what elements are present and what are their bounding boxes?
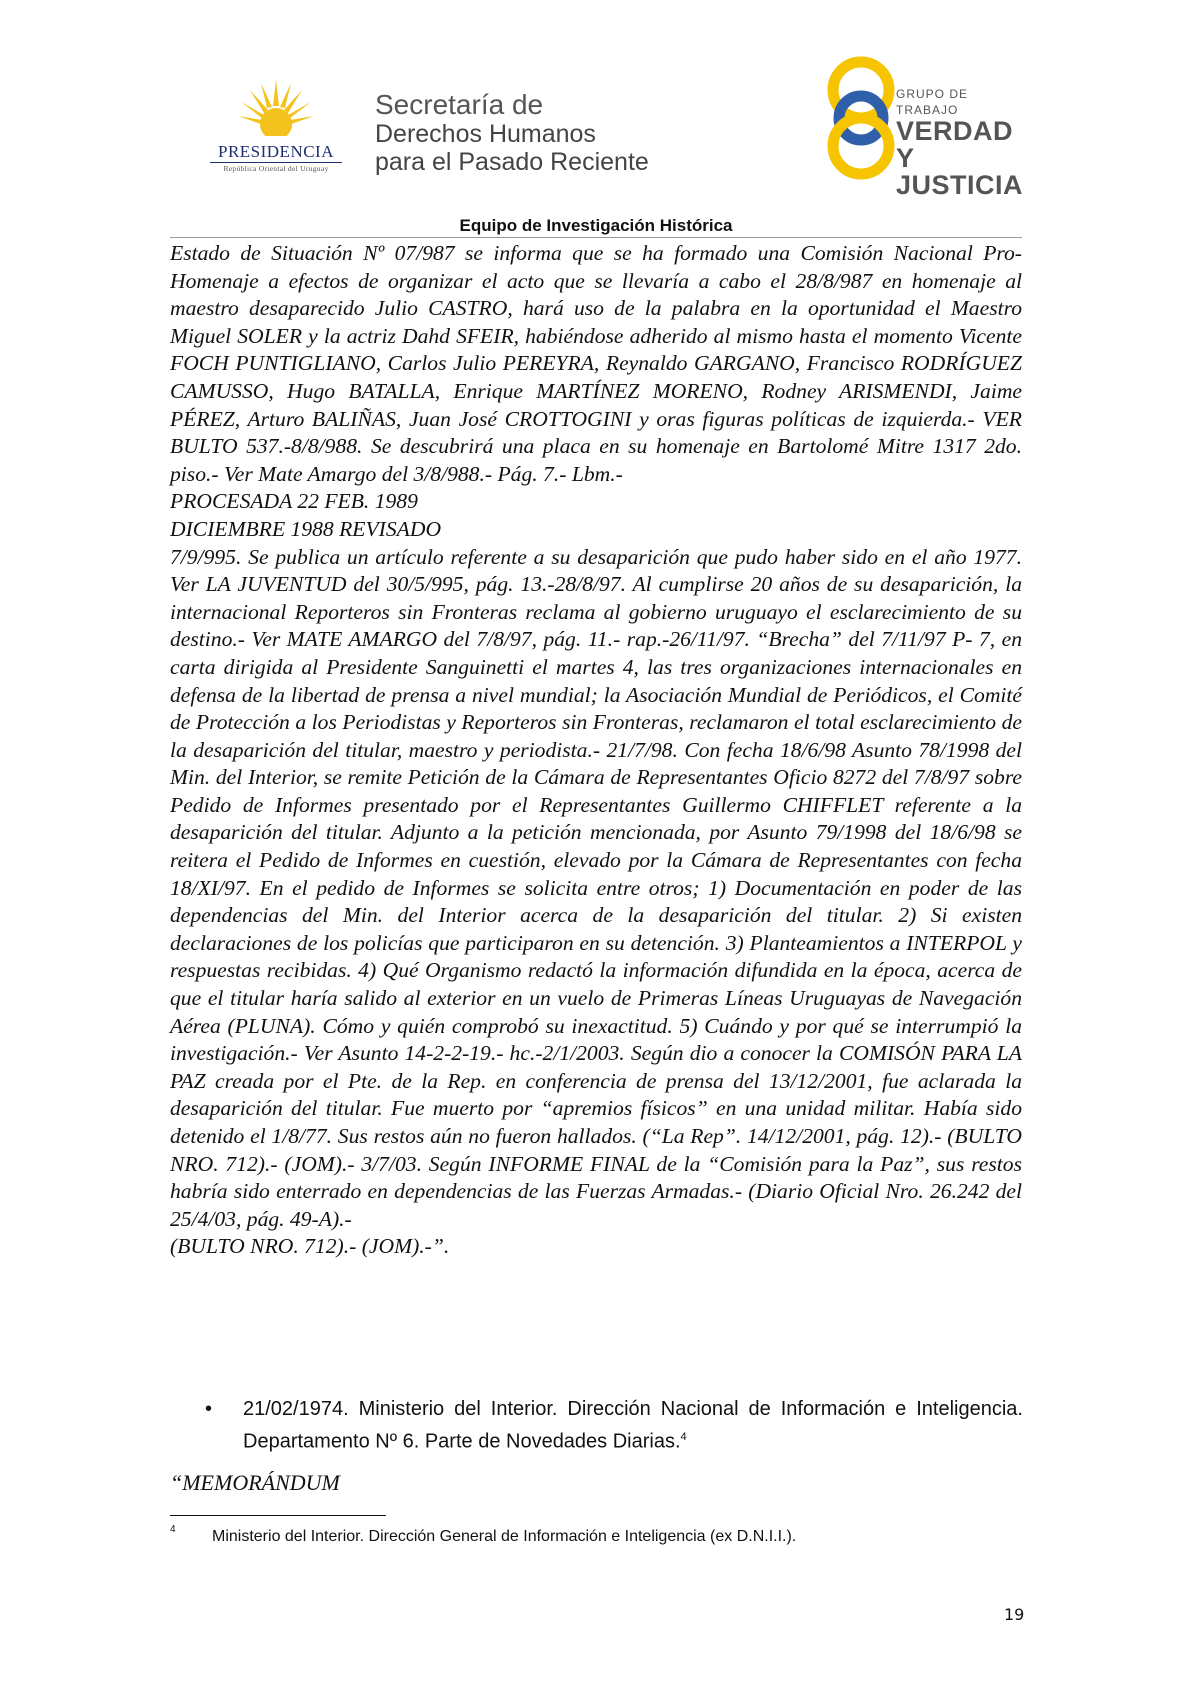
presidencia-logo — [196, 78, 356, 178]
footnote-rule — [170, 1515, 386, 1516]
header-rule — [170, 237, 1022, 238]
presidencia-name: PRESIDENCIA — [217, 142, 334, 161]
body-text — [170, 240, 1022, 1261]
gtvj-line1: VERDAD Y — [896, 116, 1014, 173]
paragraph-3: DICIEMBRE 1988 REVISADO — [170, 516, 442, 541]
secretaria-title — [375, 90, 649, 176]
bullet-text — [243, 1395, 1023, 1456]
secretaria-line3: para el Pasado Reciente — [375, 148, 649, 176]
bullet-symbol: • — [205, 1398, 213, 1420]
footnote-text: Ministerio del Interior. Dirección General de Información e Inteligencia (ex D.N.I.I.). — [212, 1528, 797, 1545]
section-title: Equipo de Investigación Histórica — [459, 216, 733, 235]
rings-icon — [820, 56, 902, 180]
gtvj-line2: JUSTICIA — [896, 170, 1024, 200]
page-number: 19 — [1004, 1605, 1025, 1624]
paragraph-4: 7/9/995. Se publica un artículo referente a su desaparición que pudo haber sido en el año 1977. Ver LA JUVENTUD del 30/5/995, pág. 13.-28/8/97. Al cumplirse 20 años de su desaparición, la internacional Reporteros sin Fronteras reclama al gobierno uruguayo el esclarecimiento de su destino.- Ver MATE AMARGO del 7/8/97, pág. 11.- rap.-26/11/97. “Brecha” del 7/11/97 P- 7, en carta dirigida al Presidente Sanguinetti el martes 4, las tres organizaciones internacionales en defensa de la libertad de prensa a nivel mundial; la Asociación Mundial de Periódicos, el Comité de Protección a los Periodistas y Reporteros sin Fronteras, reclamaron el total esclarecimiento de la desaparición del titular, maestro y periodista.- 21/7/98. Con fecha 18/6/98 Asunto 78/1998 del Min. del Interior, se remite Petición de la Cámara de Representantes Oficio 8272 del 7/8/97 sobre Pedido de Informes presentado por el Representantes Guillermo CHIFFLET referente a la desaparición del titular. Adjunto a la petición mencionada, por Asunto 79/1998 del 18/6/98 se reitera el Pedido de Informes en cuestión, elevado por la Cámara de Representantes con fecha 18/XI/97. En el pedido de Informes se solicita entre otros; 1) Documentación en poder de las dependencias del Min. del Interior acerca de la desaparición del titular. 2) Si existen declaraciones de los policías que participaron en su detención. 3) Planteamientos a INTERPOL y respuestas recibidas. 4) Qué Organismo redactó la información difundida en la época, acerca de que el titular haría salido al exterior en un vuelo de Primeras Líneas Uruguayas de Navegación Aérea (PLUNA). Cómo y quién comprobó su inexactitud. 5) Cuándo y por qué se interrumpió la investigación.- Ver Asunto 14-2-2-19.- hc.-2/1/2003. Según dio a conocer la COMISÓN PARA LA PAZ creada por el Pte. de la Rep. en conferencia de prensa del 13/12/2001, fue aclarada la desaparición del titular. Fue muerto por “apremios físicos” en una unidad militar. Había sido detenido el 1/8/77. Sus restos aún no fueron hallados. (“La Rep”. 14/12/2001, pág. 12).- (BULTO NRO. 712).- (JOM).- 3/7/03. Según INFORME FINAL de la “Comisión para la Paz”, sus restos habría sido enterrado en dependencias de las Fuerzas Armadas.- (Diario Oficial Nro. 26.242 del 25/4/03, pág. 49-A).- — [170, 544, 1022, 1231]
secretaria-line1: Secretaría de — [375, 89, 544, 120]
paragraph-2: PROCESADA 22 FEB. 1989 — [170, 489, 418, 514]
paragraph-5: (BULTO NRO. 712).- (JOM).-”. — [170, 1234, 450, 1259]
paragraph-1: Estado de Situación Nº 07/987 se informa que se ha formado una Comisión Nacional Pro-Homenaje a efectos de organizar el acto que se llevaría a cabo el 28/8/987 en homenaje al maestro desaparecido Julio CASTRO, hará uso de la palabra en la oportunidad el Maestro Miguel SOLER y la actriz Dahd SFEIR, habiéndose adherido al mismo hasta el momento Vicente FOCH PUNTIGLIANO, Carlos Julio PEREYRA, Reynaldo GARGANO, Francisco RODRÍGUEZ CAMUSSO, Hugo BATALLA, Enrique MARTÍNEZ MORENO, Rodney ARISMENDI, Jaime PÉREZ, Arturo BALIÑAS, Juan José CROTTOGINI y oras figuras políticas de izquierda.- VER BULTO 537.-8/8/988. Se descubrirá una placa en su homenaje en Bartolomé Mitre 1317 2do. piso.- Ver Mate Amargo del 3/8/988.- Pág. 7.- Lbm.- — [170, 241, 1022, 486]
gtvj-logo — [820, 56, 1030, 200]
presidencia-divider — [210, 162, 342, 163]
secretaria-line2: Derechos Humanos — [375, 120, 596, 148]
footnote-ref[interactable]: 4 — [680, 1431, 687, 1443]
gtvj-small: GRUPO DE TRABAJO — [896, 87, 969, 117]
memo-heading: “MEMORÁNDUM — [170, 1470, 340, 1495]
presidencia-subtitle: República Oriental del Uruguay — [223, 164, 329, 173]
gtvj-text — [896, 86, 1030, 199]
footnote-number: 4 — [170, 1524, 176, 1535]
bullet-text-content: 21/02/1974. Ministerio del Interior. Dirección Nacional de Información e Inteligencia. Departamento Nº 6. Parte de Novedades Diarias. — [243, 1398, 1023, 1453]
